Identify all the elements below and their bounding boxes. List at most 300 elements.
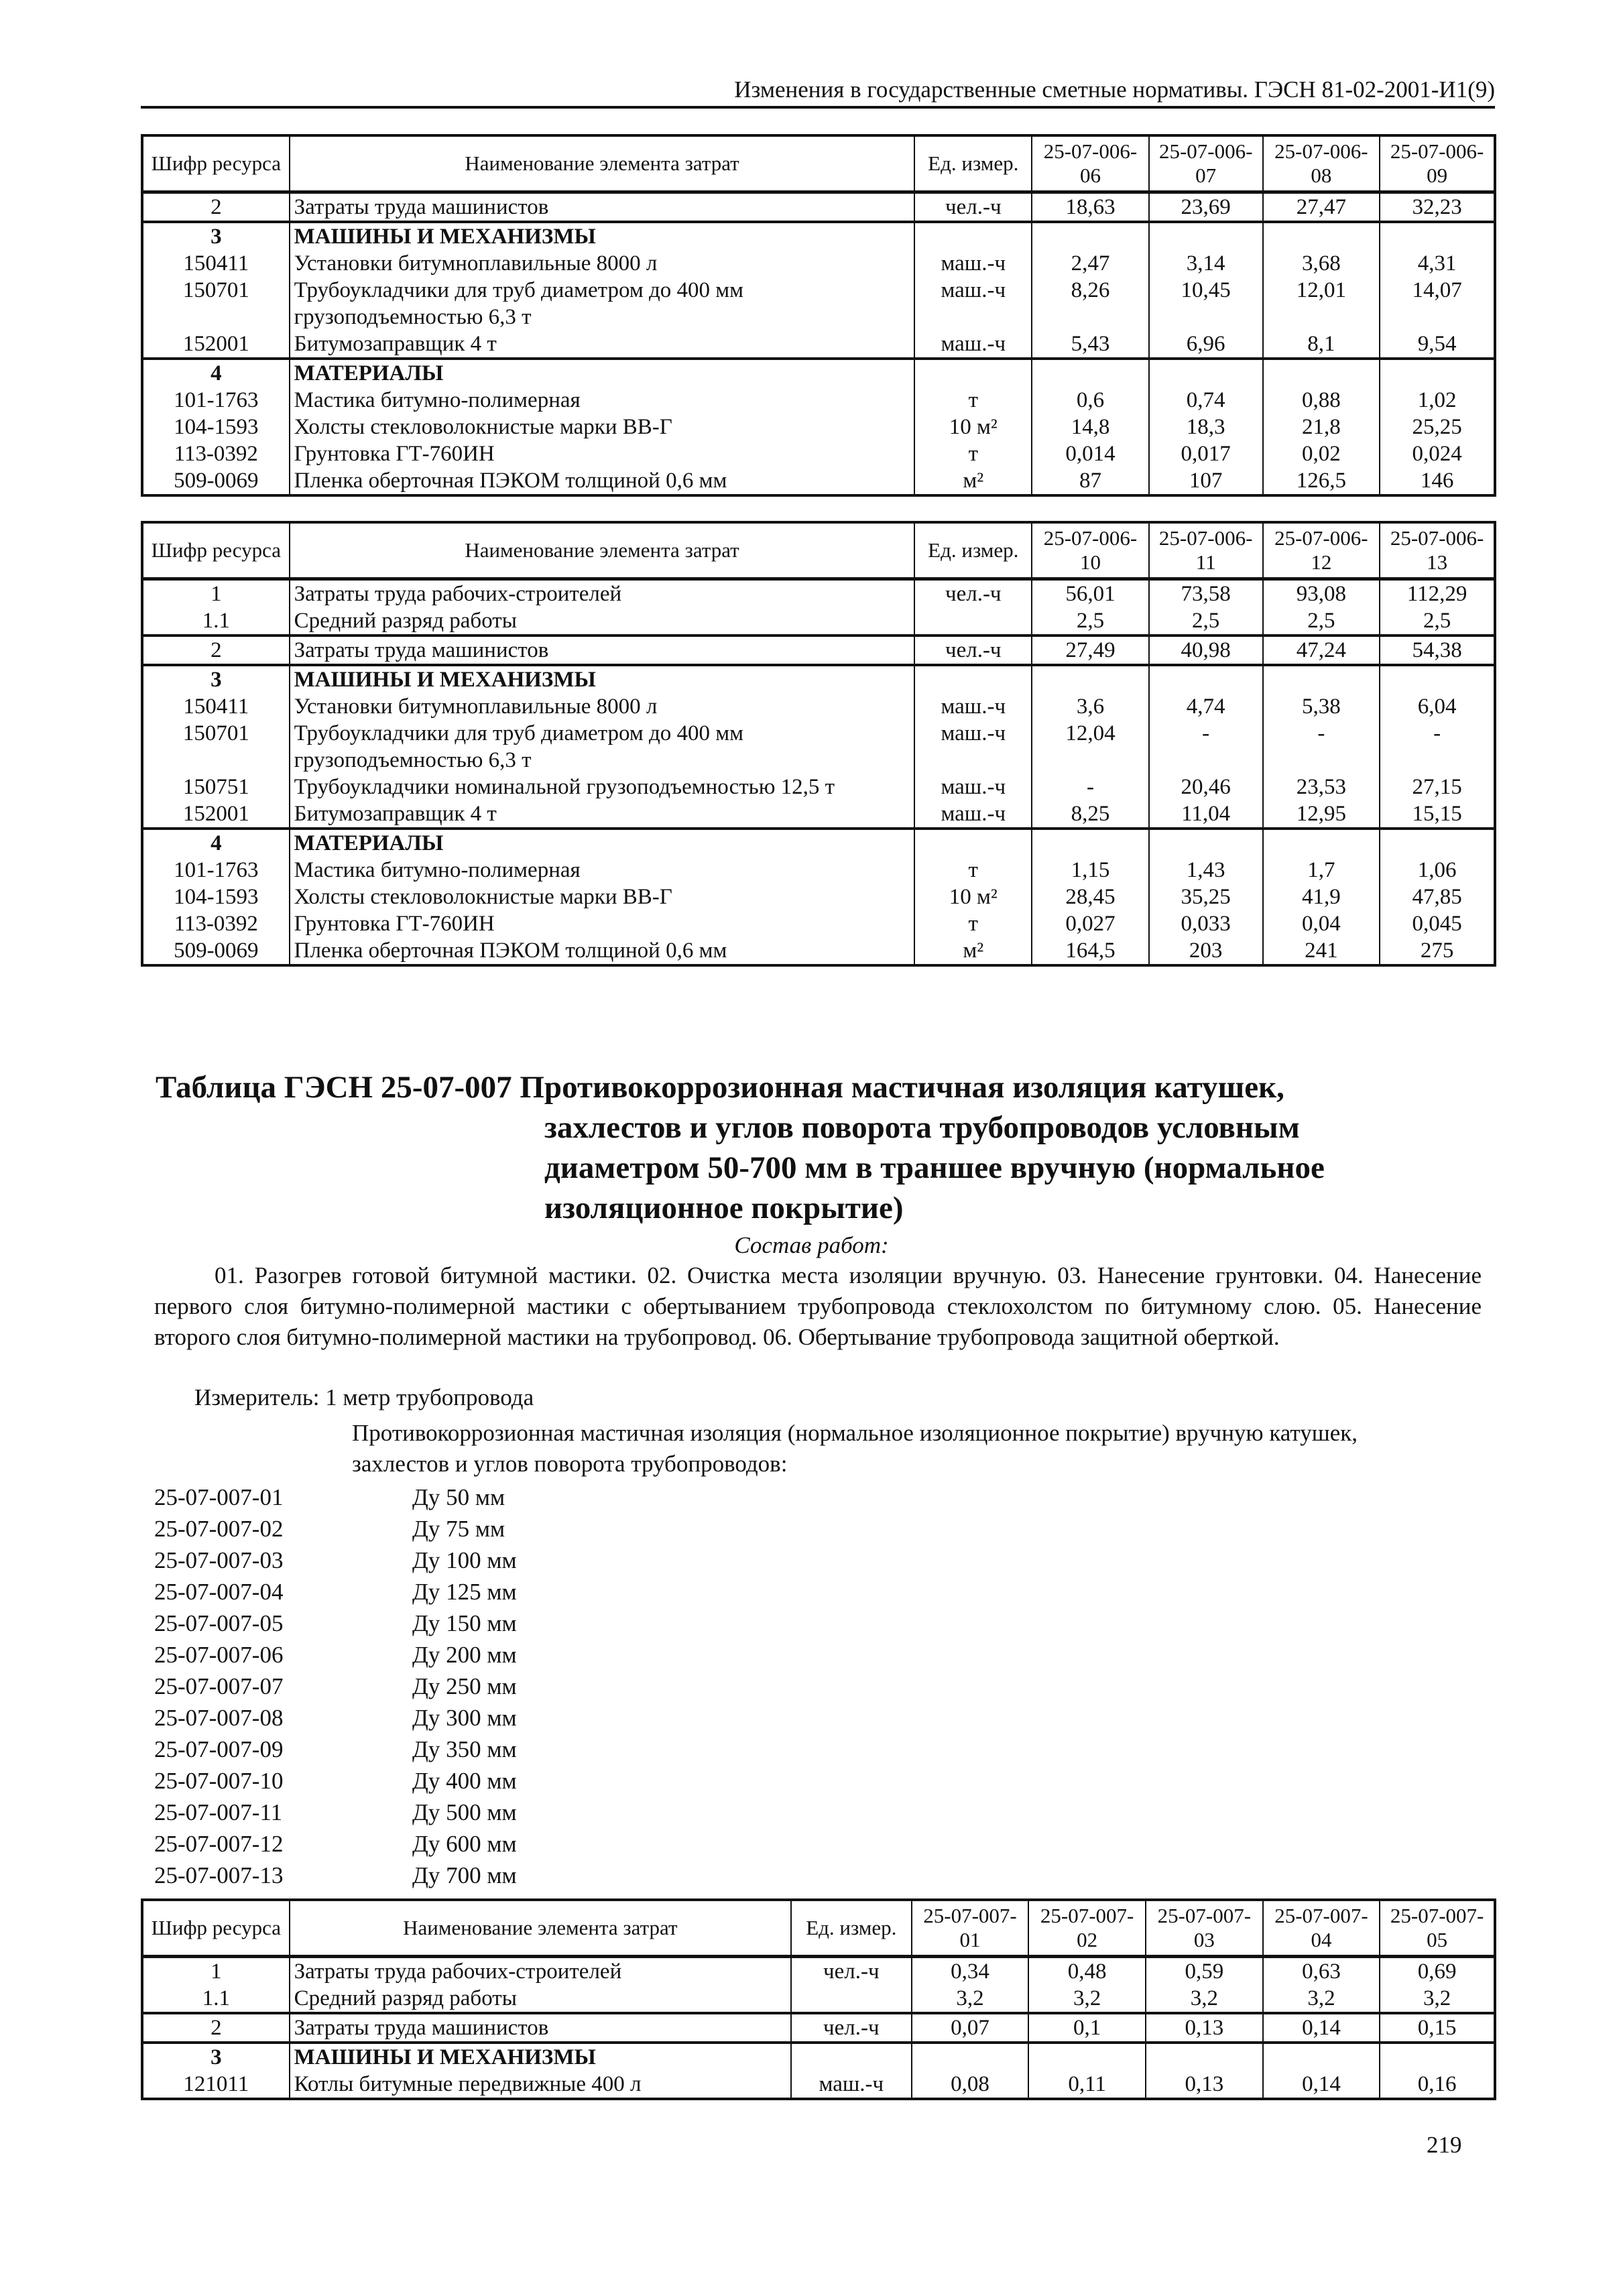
- unit: маш.-ч: [914, 250, 1032, 277]
- norm-value: -: [1263, 720, 1380, 774]
- norm-value: 0,13: [1146, 2071, 1263, 2099]
- norm-value: [1380, 665, 1495, 693]
- norm-value: 0,11: [1028, 2071, 1146, 2099]
- norm-value: [1149, 222, 1263, 250]
- list-item: [154, 1576, 517, 1608]
- resource-code: 3: [142, 665, 290, 693]
- nominal-diameter: Ду 400 мм: [412, 1768, 517, 1794]
- section-title-line: захлестов и углов поворота трубопроводов условным: [544, 1110, 1300, 1145]
- table-row: [142, 665, 1495, 693]
- norm-code: 25-07-007-02: [154, 1516, 284, 1542]
- resource-code: 152001: [142, 800, 290, 829]
- list-item: [154, 1639, 517, 1671]
- cost-element-name: Битумозаправщик 4 т: [290, 330, 915, 359]
- norm-value: -: [1380, 720, 1495, 774]
- unit: м²: [914, 937, 1032, 965]
- resource-code: 150701: [142, 277, 290, 330]
- norm-value: 0,15: [1380, 2013, 1495, 2043]
- resource-code: 2: [142, 636, 290, 665]
- cost-element-name: Затраты труда машинистов: [290, 192, 915, 223]
- cost-element-name: МАШИНЫ И МЕХАНИЗМЫ: [290, 665, 915, 693]
- resource-code: 1: [142, 579, 290, 608]
- norm-value: 11,04: [1149, 800, 1263, 829]
- norm-value: 0,024: [1380, 440, 1495, 467]
- norm-value: 1,7: [1263, 857, 1380, 884]
- header-norm-code: 25-07-006-13: [1380, 522, 1495, 579]
- header-norm-code: 25-07-006-06: [1032, 135, 1149, 192]
- norm-value: 0,14: [1263, 2071, 1380, 2099]
- section-title-line: диаметром 50-700 мм в траншее вручную (нормальное: [544, 1150, 1325, 1185]
- norm-value: [1380, 829, 1495, 857]
- list-item: [154, 1828, 517, 1860]
- header-norm-code: 25-07-006-11: [1149, 522, 1263, 579]
- norm-value: 27,49: [1032, 636, 1149, 665]
- norm-value: 3,2: [1028, 1985, 1146, 2013]
- resource-code: 104-1593: [142, 414, 290, 440]
- norm-value: -: [1032, 774, 1149, 800]
- resource-code: 101-1763: [142, 857, 290, 884]
- header-norm-code: 25-07-007-02: [1028, 1900, 1146, 1957]
- table-row: [142, 1985, 1495, 2013]
- table-row: [142, 414, 1495, 440]
- header-unit: Ед. измер.: [914, 522, 1032, 579]
- norm-value: 93,08: [1263, 579, 1380, 608]
- norm-code: 25-07-007-06: [154, 1642, 284, 1668]
- unit: маш.-ч: [914, 774, 1032, 800]
- resource-code: 4: [142, 359, 290, 387]
- norm-value: 8,25: [1032, 800, 1149, 829]
- table-header-row: [142, 1900, 1495, 1957]
- unit: [914, 222, 1032, 250]
- nominal-diameter: Ду 500 мм: [412, 1799, 517, 1825]
- norm-value: 87: [1032, 467, 1149, 495]
- cost-element-name: Затраты труда машинистов: [290, 636, 915, 665]
- header-norm-code: 25-07-007-05: [1380, 1900, 1495, 1957]
- norm-value: 56,01: [1032, 579, 1149, 608]
- header-norm-code: 25-07-007-03: [1146, 1900, 1263, 1957]
- norm-code: 25-07-007-08: [154, 1705, 284, 1731]
- norm-value: 3,6: [1032, 693, 1149, 720]
- norm-code: 25-07-007-11: [154, 1799, 283, 1825]
- header-code: Шифр ресурса: [142, 1900, 290, 1957]
- codes-intro: Противокоррозионная мастичная изоляция (нормальное изоляционное покрытие) вручную катушек, захлестов и углов поворота трубопроводов:: [352, 1420, 1358, 1477]
- unit: т: [914, 387, 1032, 414]
- norm-value: 0,59: [1146, 1957, 1263, 1986]
- norm-value: [1263, 2043, 1380, 2071]
- norm-value: [1149, 829, 1263, 857]
- unit: 10 м²: [914, 414, 1032, 440]
- cost-element-name: Мастика битумно-полимерная: [290, 857, 915, 884]
- norm-value: 0,045: [1380, 910, 1495, 937]
- norm-value: 3,68: [1263, 250, 1380, 277]
- norm-value: 2,5: [1032, 607, 1149, 636]
- unit: чел.-ч: [791, 1957, 912, 1986]
- nominal-diameter: Ду 75 мм: [412, 1516, 505, 1542]
- norm-value: 146: [1380, 467, 1495, 495]
- table-row: [142, 2071, 1495, 2099]
- norm-value: 12,04: [1032, 720, 1149, 774]
- norm-value: [1146, 2043, 1263, 2071]
- resource-code: 3: [142, 222, 290, 250]
- unit: [791, 2043, 912, 2071]
- norm-value: 1,15: [1032, 857, 1149, 884]
- table-row: [142, 829, 1495, 857]
- table-header-row: [142, 522, 1495, 579]
- cost-element-name: МАТЕРИАЛЫ: [290, 359, 915, 387]
- norm-code: 25-07-007-10: [154, 1768, 284, 1794]
- nominal-diameter: Ду 50 мм: [412, 1484, 505, 1510]
- norm-value: 54,38: [1380, 636, 1495, 665]
- cost-element-name: МАШИНЫ И МЕХАНИЗМЫ: [290, 222, 915, 250]
- list-item: [154, 1734, 517, 1765]
- header-name: Наименование элемента затрат: [290, 1900, 791, 1957]
- section-title-line: Противокоррозионная мастичная изоляция катушек,: [520, 1070, 1284, 1105]
- unit: маш.-ч: [914, 720, 1032, 774]
- nominal-diameter: Ду 250 мм: [412, 1673, 517, 1699]
- norm-value: 241: [1263, 937, 1380, 965]
- cost-element-name: Мастика битумно-полимерная: [290, 387, 915, 414]
- header-name: Наименование элемента затрат: [290, 135, 915, 192]
- cost-element-name: МАШИНЫ И МЕХАНИЗМЫ: [290, 2043, 791, 2071]
- table-row: [142, 222, 1495, 250]
- unit: маш.-ч: [791, 2071, 912, 2099]
- norm-value: [912, 2043, 1029, 2071]
- norm-value: 73,58: [1149, 579, 1263, 608]
- cost-element-name: Холсты стекловолокнистые марки ВВ-Г: [290, 884, 915, 910]
- norm-value: [1149, 359, 1263, 387]
- norm-value: 0,34: [912, 1957, 1029, 1986]
- cost-element-name: Затраты труда машинистов: [290, 2013, 791, 2043]
- norm-value: -: [1149, 720, 1263, 774]
- norm-value: 28,45: [1032, 884, 1149, 910]
- unit: [914, 359, 1032, 387]
- resource-code: 113-0392: [142, 440, 290, 467]
- unit: чел.-ч: [914, 579, 1032, 608]
- norm-value: [1032, 222, 1149, 250]
- table-row: [142, 440, 1495, 467]
- resource-code: 150411: [142, 693, 290, 720]
- norm-value: [1263, 222, 1380, 250]
- norm-value: 112,29: [1380, 579, 1495, 608]
- unit: маш.-ч: [914, 330, 1032, 359]
- norm-value: 5,38: [1263, 693, 1380, 720]
- unit: 10 м²: [914, 884, 1032, 910]
- header-name: Наименование элемента затрат: [290, 522, 915, 579]
- norm-value: 0,88: [1263, 387, 1380, 414]
- nominal-diameter: Ду 200 мм: [412, 1642, 517, 1668]
- norm-value: 0,63: [1263, 1957, 1380, 1986]
- norm-value: 21,8: [1263, 414, 1380, 440]
- cost-element-name: Затраты труда рабочих-строителей: [290, 1957, 791, 1986]
- cost-element-name: Трубоукладчики для труб диаметром до 400 мм грузоподъемностью 6,3 т: [290, 277, 915, 330]
- list-item: [154, 1608, 517, 1639]
- resource-code: 101-1763: [142, 387, 290, 414]
- norm-value: 1,02: [1380, 387, 1495, 414]
- norm-value: 3,14: [1149, 250, 1263, 277]
- nominal-diameter: Ду 600 мм: [412, 1831, 517, 1857]
- norm-value: 3,2: [1380, 1985, 1495, 2013]
- norm-code: 25-07-007-09: [154, 1736, 284, 1762]
- norm-value: [1028, 2043, 1146, 2071]
- header-norm-code: 25-07-006-09: [1380, 135, 1495, 192]
- norm-value: [1380, 222, 1495, 250]
- norm-value: 0,033: [1149, 910, 1263, 937]
- norm-code: 25-07-007-12: [154, 1831, 284, 1857]
- norm-value: 1,06: [1380, 857, 1495, 884]
- table-row: [142, 277, 1495, 330]
- norm-value: [1032, 829, 1149, 857]
- norm-value: 4,74: [1149, 693, 1263, 720]
- unit: чел.-ч: [914, 636, 1032, 665]
- norm-value: 5,43: [1032, 330, 1149, 359]
- unit: м²: [914, 467, 1032, 495]
- norm-value: 18,63: [1032, 192, 1149, 223]
- norm-value: 0,017: [1149, 440, 1263, 467]
- table-row: [142, 720, 1495, 774]
- norm-value: 8,26: [1032, 277, 1149, 330]
- norm-value: 12,01: [1263, 277, 1380, 330]
- norm-value: 14,8: [1032, 414, 1149, 440]
- norm-value: [1380, 359, 1495, 387]
- norm-value: 0,69: [1380, 1957, 1495, 1986]
- header-norm-code: 25-07-006-08: [1263, 135, 1380, 192]
- cost-element-name: Котлы битумные передвижные 400 л: [290, 2071, 791, 2099]
- norm-value: 0,16: [1380, 2071, 1495, 2099]
- header-code: Шифр ресурса: [142, 522, 290, 579]
- unit: чел.-ч: [791, 2013, 912, 2043]
- norm-value: 2,47: [1032, 250, 1149, 277]
- header-unit: Ед. измер.: [914, 135, 1032, 192]
- norm-value: 41,9: [1263, 884, 1380, 910]
- norm-value: 0,74: [1149, 387, 1263, 414]
- table-row: [142, 910, 1495, 937]
- norm-value: 9,54: [1380, 330, 1495, 359]
- resource-code: 150411: [142, 250, 290, 277]
- norm-code: 25-07-007-03: [154, 1547, 284, 1573]
- section-title-code: Таблица ГЭСН 25-07-007: [156, 1070, 512, 1105]
- norm-value: 23,69: [1149, 192, 1263, 223]
- table-row: [142, 1957, 1495, 1986]
- header-norm-code: 25-07-006-12: [1263, 522, 1380, 579]
- nominal-diameter: Ду 700 мм: [412, 1862, 517, 1888]
- resource-code: 113-0392: [142, 910, 290, 937]
- norm-value: 32,23: [1380, 192, 1495, 223]
- header-norm-code: 25-07-006-07: [1149, 135, 1263, 192]
- norm-value: 164,5: [1032, 937, 1149, 965]
- resource-code: 2: [142, 2013, 290, 2043]
- list-item: [154, 1765, 517, 1797]
- page-number: 219: [1427, 2132, 1462, 2158]
- cost-element-name: Установки битумноплавильные 8000 л: [290, 250, 915, 277]
- cost-element-name: Пленка оберточная ПЭКОМ толщиной 0,6 мм: [290, 937, 915, 965]
- norm-value: 107: [1149, 467, 1263, 495]
- table-row: [142, 2043, 1495, 2071]
- norm-value: 47,85: [1380, 884, 1495, 910]
- resource-code: 4: [142, 829, 290, 857]
- cost-element-name: Средний разряд работы: [290, 1985, 791, 2013]
- unit: чел.-ч: [914, 192, 1032, 223]
- running-header: Изменения в государственные сметные нормативы. ГЭСН 81-02-2001-И1(9): [141, 75, 1495, 109]
- norm-value: 6,04: [1380, 693, 1495, 720]
- cost-element-name: Затраты труда рабочих-строителей: [290, 579, 915, 608]
- norm-value: 275: [1380, 937, 1495, 965]
- norm-value: 6,96: [1149, 330, 1263, 359]
- nominal-diameter: Ду 300 мм: [412, 1705, 517, 1731]
- header-norm-code: 25-07-007-01: [912, 1900, 1029, 1957]
- nominal-diameter: Ду 350 мм: [412, 1736, 517, 1762]
- list-item: [154, 1797, 517, 1828]
- work-composition-text: 01. Разогрев готовой битумной мастики. 02. Очистка места изоляции вручную. 03. Нанесение грунтовки. 04. Нанесение первого слоя битумно-полимерной мастики с обертыванием трубопровода стеклохолстом по битумному слою. 05. Нанесение второго слоя битумно-полимерной мастики на трубопровод. 06. Обертывание трубопровода защитной оберткой.: [154, 1262, 1482, 1350]
- norm-value: [1032, 665, 1149, 693]
- work-composition-heading: Состав работ:: [734, 1232, 889, 1258]
- norm-value: [1032, 359, 1149, 387]
- norm-value: 20,46: [1149, 774, 1263, 800]
- norm-value: [1263, 829, 1380, 857]
- norm-value: 2,5: [1380, 607, 1495, 636]
- header-code: Шифр ресурса: [142, 135, 290, 192]
- table-row: [142, 192, 1495, 223]
- norm-value: 0,02: [1263, 440, 1380, 467]
- norm-value: 47,24: [1263, 636, 1380, 665]
- header-unit: Ед. измер.: [791, 1900, 912, 1957]
- resource-code: 121011: [142, 2071, 290, 2099]
- table-row: [142, 884, 1495, 910]
- cost-element-name: Холсты стекловолокнистые марки ВВ-Г: [290, 414, 915, 440]
- norm-value: 23,53: [1263, 774, 1380, 800]
- norm-value: 203: [1149, 937, 1263, 965]
- norm-value: 0,13: [1146, 2013, 1263, 2043]
- norm-value: 0,014: [1032, 440, 1149, 467]
- norms-table-006-10-13: [141, 521, 1496, 967]
- table-row: [142, 330, 1495, 359]
- norm-value: 0,027: [1032, 910, 1149, 937]
- norm-code: 25-07-007-04: [154, 1579, 284, 1605]
- norm-value: 35,25: [1149, 884, 1263, 910]
- norm-value: 4,31: [1380, 250, 1495, 277]
- table-row: [142, 607, 1495, 636]
- resource-code: 2: [142, 192, 290, 223]
- norm-value: 14,07: [1380, 277, 1495, 330]
- norm-value: 0,14: [1263, 2013, 1380, 2043]
- table-row: [142, 937, 1495, 965]
- norms-table-007-01-05: [141, 1898, 1496, 2100]
- resource-code: 104-1593: [142, 884, 290, 910]
- norm-value: 10,45: [1149, 277, 1263, 330]
- unit: т: [914, 857, 1032, 884]
- resource-code: 150701: [142, 720, 290, 774]
- section-title-line: изоляционное покрытие): [544, 1191, 904, 1225]
- resource-code: 1.1: [142, 607, 290, 636]
- norm-value: 3,2: [912, 1985, 1029, 2013]
- resource-code: 1: [142, 1957, 290, 1986]
- norm-value: 15,15: [1380, 800, 1495, 829]
- norm-value: [1263, 359, 1380, 387]
- cost-element-name: Пленка оберточная ПЭКОМ толщиной 0,6 мм: [290, 467, 915, 495]
- header-norm-code: 25-07-006-10: [1032, 522, 1149, 579]
- table-row: [142, 387, 1495, 414]
- table-row: [142, 467, 1495, 495]
- nominal-diameter: Ду 125 мм: [412, 1579, 517, 1605]
- norm-value: 0,6: [1032, 387, 1149, 414]
- table-row: [142, 693, 1495, 720]
- list-item: [154, 1545, 517, 1576]
- table-row: [142, 579, 1495, 608]
- cost-element-name: Трубоукладчики номинальной грузоподъемностью 12,5 т: [290, 774, 915, 800]
- norm-value: 0,04: [1263, 910, 1380, 937]
- table-header-row: [142, 135, 1495, 192]
- norm-code: 25-07-007-07: [154, 1673, 284, 1699]
- norm-value: 12,95: [1263, 800, 1380, 829]
- unit: [791, 1985, 912, 2013]
- norm-value: 0,1: [1028, 2013, 1146, 2043]
- norm-value: 27,15: [1380, 774, 1495, 800]
- unit: [914, 829, 1032, 857]
- section-title: [156, 1067, 1429, 1228]
- cost-element-name: Трубоукладчики для труб диаметром до 400 мм грузоподъемностью 6,3 т: [290, 720, 915, 774]
- table-row: [142, 800, 1495, 829]
- cost-element-name: Средний разряд работы: [290, 607, 915, 636]
- table-row: [142, 636, 1495, 665]
- list-item: [154, 1513, 517, 1545]
- unit: т: [914, 440, 1032, 467]
- norm-value: 40,98: [1149, 636, 1263, 665]
- resource-code: 509-0069: [142, 467, 290, 495]
- cost-element-name: МАТЕРИАЛЫ: [290, 829, 915, 857]
- header-norm-code: 25-07-007-04: [1263, 1900, 1380, 1957]
- norm-value: [1263, 665, 1380, 693]
- norm-code: 25-07-007-13: [154, 1862, 284, 1888]
- norm-code: 25-07-007-05: [154, 1610, 284, 1636]
- norm-value: 2,5: [1263, 607, 1380, 636]
- norm-value: 18,3: [1149, 414, 1263, 440]
- unit: [914, 607, 1032, 636]
- cost-element-name: Грунтовка ГТ-760ИН: [290, 910, 915, 937]
- norm-value: 3,2: [1263, 1985, 1380, 2013]
- list-item: [154, 1860, 517, 1891]
- norm-value: 0,07: [912, 2013, 1029, 2043]
- resource-code: 150751: [142, 774, 290, 800]
- norm-value: 1,43: [1149, 857, 1263, 884]
- norm-value: 27,47: [1263, 192, 1380, 223]
- unit: [914, 665, 1032, 693]
- norm-value: 2,5: [1149, 607, 1263, 636]
- table-row: [142, 250, 1495, 277]
- table-row: [142, 774, 1495, 800]
- unit: т: [914, 910, 1032, 937]
- norm-value: 3,2: [1146, 1985, 1263, 2013]
- unit: маш.-ч: [914, 277, 1032, 330]
- norm-value: [1380, 2043, 1495, 2071]
- resource-code: 509-0069: [142, 937, 290, 965]
- norms-table-006-06-09: [141, 134, 1496, 497]
- norm-code: 25-07-007-01: [154, 1484, 284, 1510]
- measurement-unit: Измеритель: 1 метр трубопровода: [194, 1384, 534, 1410]
- unit: маш.-ч: [914, 693, 1032, 720]
- cost-element-name: Грунтовка ГТ-760ИН: [290, 440, 915, 467]
- list-item: [154, 1482, 517, 1513]
- cost-element-name: Установки битумноплавильные 8000 л: [290, 693, 915, 720]
- norm-value: 126,5: [1263, 467, 1380, 495]
- norm-value: 8,1: [1263, 330, 1380, 359]
- nominal-diameter: Ду 100 мм: [412, 1547, 517, 1573]
- norm-value: 0,48: [1028, 1957, 1146, 1986]
- cost-element-name: Битумозаправщик 4 т: [290, 800, 915, 829]
- nominal-diameter: Ду 150 мм: [412, 1610, 517, 1636]
- table-row: [142, 359, 1495, 387]
- table-row: [142, 2013, 1495, 2043]
- unit: маш.-ч: [914, 800, 1032, 829]
- table-row: [142, 857, 1495, 884]
